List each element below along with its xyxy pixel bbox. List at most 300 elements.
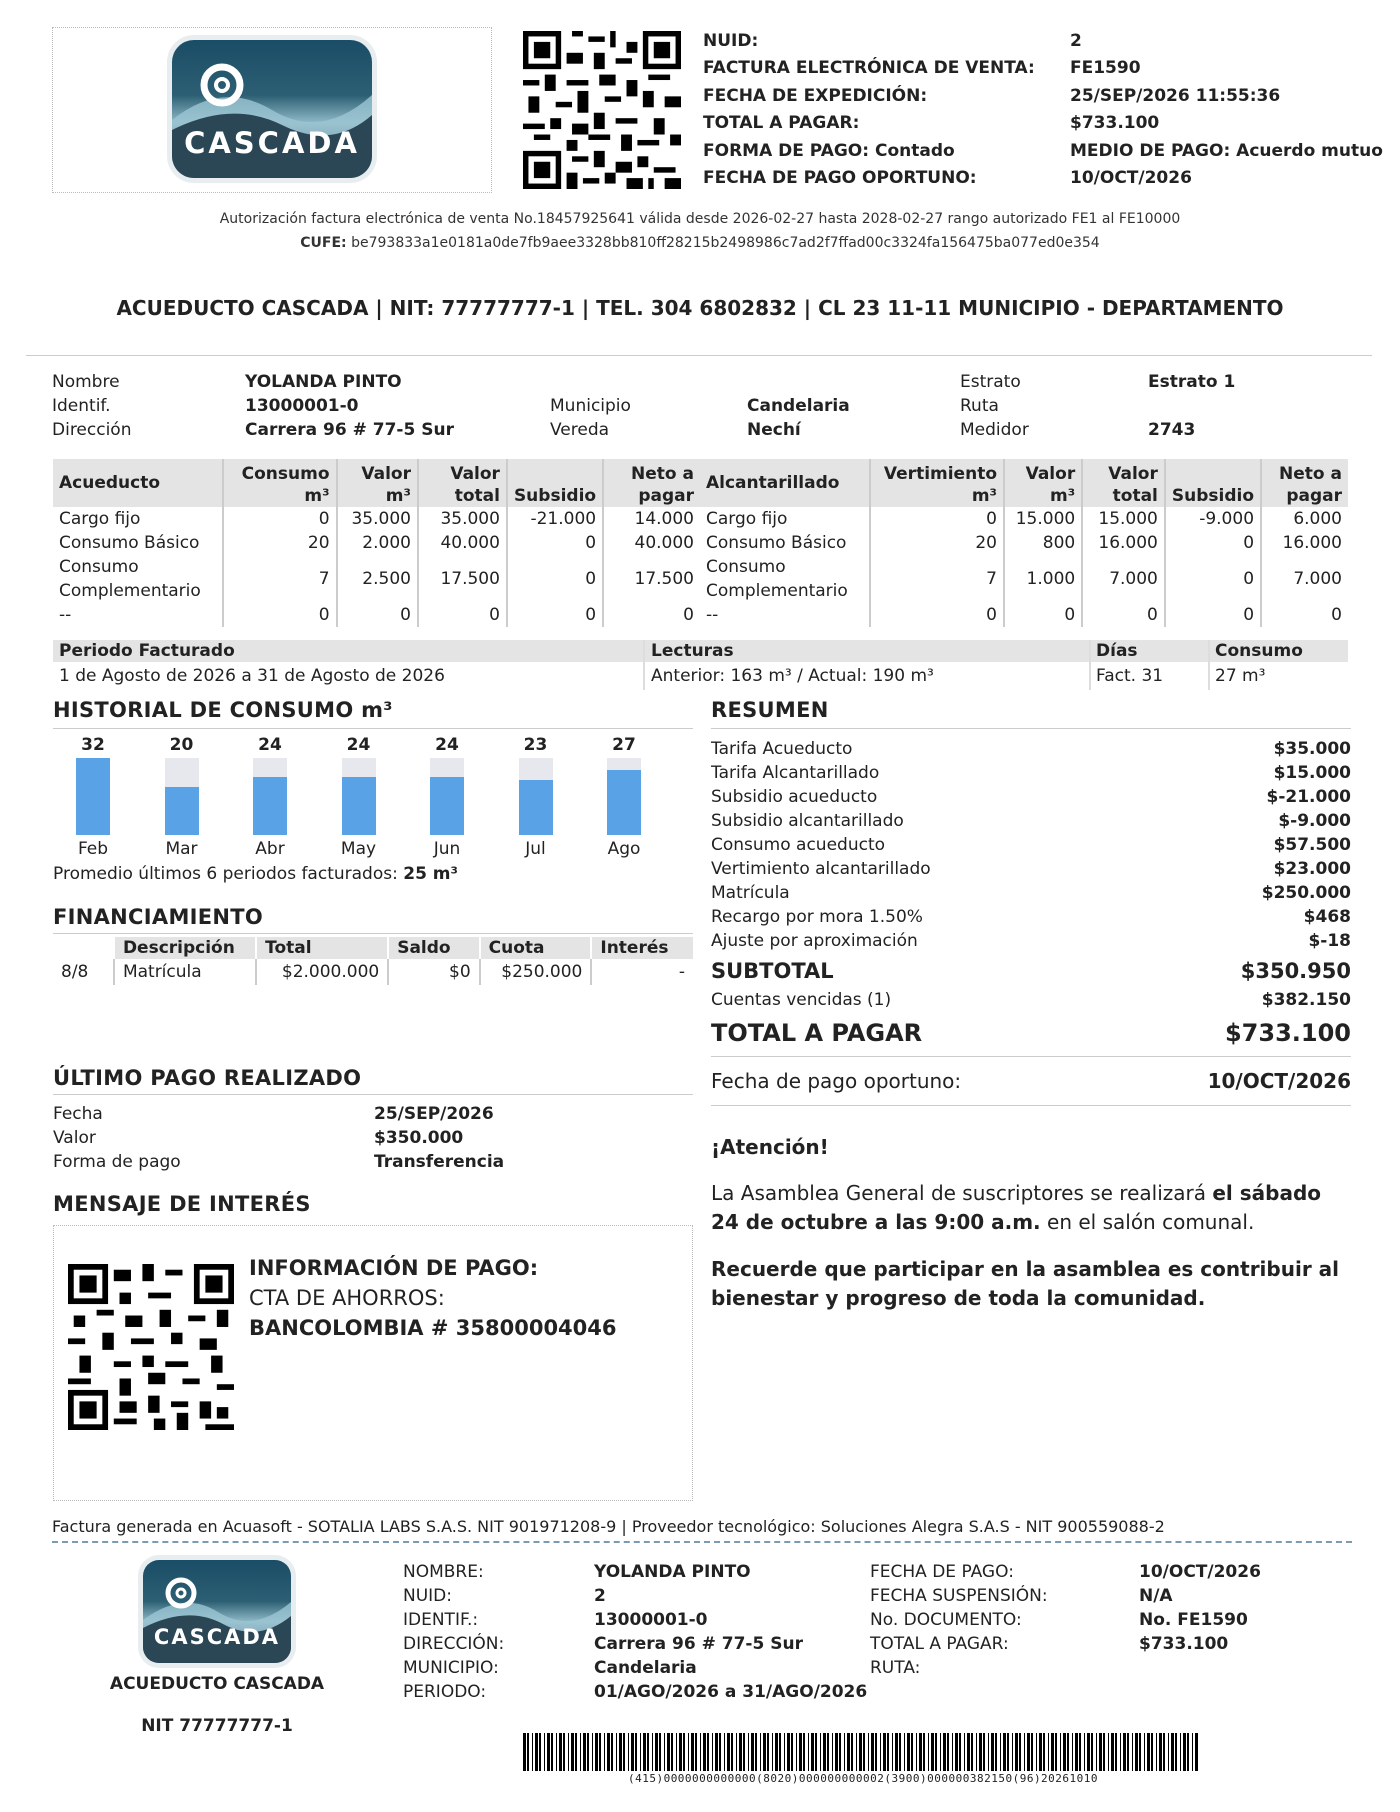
bar-track — [342, 758, 376, 835]
barcode-bar — [899, 1733, 901, 1771]
barcode-bar — [823, 1733, 826, 1771]
barcode-bar — [707, 1733, 709, 1771]
barcode-bar — [667, 1733, 670, 1771]
stub-field-value: 13000001-0 — [594, 1610, 708, 1630]
barcode-bar — [1079, 1733, 1081, 1771]
stub-field-label: NUID: — [403, 1586, 452, 1606]
resumen-label: Tarifa Alcantarillado — [711, 763, 880, 783]
periodo-value: 1 de Agosto de 2026 a 31 de Agosto de 2026 — [59, 666, 445, 686]
header-value: MEDIO DE PAGO: Acuerdo mutuo — [1070, 140, 1383, 161]
table-cell: 0 — [223, 507, 337, 531]
invoice-header-table — [703, 27, 1383, 192]
table-cell: 7 — [870, 555, 1004, 603]
stub-field-label: TOTAL A PAGAR: — [870, 1634, 1009, 1654]
barcode-bar — [976, 1733, 977, 1771]
barcode-bar — [875, 1733, 877, 1771]
pago-forma-value: Transferencia — [374, 1152, 505, 1172]
periodo-label: Periodo Facturado — [59, 641, 235, 661]
table-cell: 0 — [507, 531, 603, 555]
table-cell: -- — [53, 603, 223, 627]
barcode-bar — [556, 1733, 557, 1771]
resumen-row — [711, 809, 1351, 833]
header-divider — [26, 355, 1372, 356]
barcode-bar — [991, 1733, 994, 1771]
resumen-row — [711, 905, 1351, 929]
barcode-bar — [856, 1733, 857, 1771]
barcode-bar — [532, 1733, 533, 1771]
barcode-bar — [703, 1733, 706, 1771]
bar-value-label: 32 — [81, 735, 105, 755]
stub-field-value: YOLANDA PINTO — [594, 1562, 751, 1582]
header-key: FECHA DE EXPEDICIÓN: — [703, 85, 928, 106]
header-row — [703, 27, 1383, 55]
barcode-bar — [712, 1733, 713, 1771]
resumen-value: $57.500 — [1273, 835, 1351, 855]
nombre-label: Nombre — [52, 372, 120, 392]
barcode-bar — [695, 1733, 697, 1771]
table-cell: 16.000 — [1082, 531, 1165, 555]
consumo-label: Consumo — [1215, 641, 1303, 661]
barcode-bar — [1063, 1733, 1066, 1771]
table-cell: 17.500 — [418, 555, 507, 603]
barcode-bar — [1171, 1733, 1174, 1771]
barcode-bar — [1168, 1733, 1169, 1771]
resumen-value: $-21.000 — [1266, 787, 1351, 807]
total-value: $733.100 — [1224, 1019, 1351, 1047]
payment-qr-icon — [68, 1264, 234, 1430]
table-header-row — [53, 937, 693, 959]
resumen-value: $35.000 — [1273, 739, 1351, 759]
subtotal-label: SUBTOTAL — [711, 959, 834, 983]
barcode-bar — [1120, 1733, 1121, 1771]
barcode-bar — [1007, 1733, 1009, 1771]
barcode-bar — [683, 1733, 685, 1771]
stub-field-value: N/A — [1139, 1586, 1173, 1606]
barcode-bar — [739, 1733, 742, 1771]
barcode-bar — [1075, 1733, 1078, 1771]
barcode-bar — [568, 1733, 569, 1771]
atencion-p1a: La Asamblea General de suscriptores se realizará — [711, 1181, 1213, 1205]
consumo-value: 27 m³ — [1215, 666, 1266, 686]
bar-category-label: Mar — [165, 839, 198, 859]
barcode-bar — [751, 1733, 754, 1771]
barcode-bar — [1156, 1733, 1157, 1771]
cufe-line — [0, 235, 1400, 251]
table-cell: 16.000 — [1282, 533, 1342, 553]
bar-category-label: Jun — [433, 839, 461, 859]
resumen-label: Matrícula — [711, 883, 790, 903]
table-cell: Cargo fijo — [53, 507, 223, 531]
barcode-bar — [779, 1733, 781, 1771]
stub-company-nit: NIT 77777777-1 — [141, 1716, 293, 1736]
column-header: Saldo — [388, 937, 479, 959]
barcode-bar — [911, 1733, 913, 1771]
financiamiento-rule — [53, 933, 693, 934]
barcode-bar — [1135, 1733, 1138, 1771]
barcode-bar — [767, 1733, 769, 1771]
barcode-bar — [835, 1733, 838, 1771]
bar-track — [76, 758, 110, 835]
column-header: Vertimiento m³ — [870, 459, 1004, 507]
municipio-label: Municipio — [550, 396, 631, 416]
barcode-bar — [811, 1733, 814, 1771]
pago-valor-label: Valor — [53, 1128, 96, 1148]
table-header-row — [53, 459, 700, 507]
barcode-bar — [731, 1733, 733, 1771]
barcode-bar — [1024, 1733, 1025, 1771]
stub-field-value: 10/OCT/2026 — [1139, 1562, 1261, 1582]
stub-field-label: FECHA DE PAGO: — [870, 1562, 1014, 1582]
barcode-bar — [796, 1733, 797, 1771]
barcode-bar — [595, 1733, 598, 1771]
column-header: Cuota — [480, 937, 592, 959]
table-cell: 0 — [1165, 531, 1261, 555]
oportuno-rule — [711, 1105, 1351, 1106]
resumen-label: Ajuste por aproximación — [711, 931, 918, 951]
ultimo-pago-title: ÚLTIMO PAGO REALIZADO — [53, 1066, 362, 1090]
bar — [519, 780, 553, 835]
barcode-bar — [955, 1733, 958, 1771]
barcode-bar — [931, 1733, 934, 1771]
historial-rule — [53, 728, 693, 729]
barcode-bar — [1060, 1733, 1061, 1771]
table-cell: 40.000 — [418, 531, 507, 555]
historial-title: HISTORIAL DE CONSUMO m³ — [53, 698, 393, 722]
barcode-bar — [1111, 1733, 1114, 1771]
column-header: Valor total — [418, 459, 507, 507]
identif-value: 13000001-0 — [245, 396, 359, 416]
resumen-value: $250.000 — [1261, 883, 1351, 903]
estrato-label: Estrato — [960, 372, 1021, 392]
generated-line: Factura generada en Acuasoft - SOTALIA LABS S.A.S. NIT 901971208-9 | Proveedor tecnológico: Soluciones Alegra S.A.S - NIT 900559088-2 — [52, 1517, 1165, 1536]
barcode-bar — [1031, 1733, 1033, 1771]
column-header: Valor m³ — [1004, 459, 1082, 507]
atencion-p1 — [711, 1179, 1351, 1237]
subtotal-row — [711, 957, 1351, 985]
table-cell: -- — [700, 603, 870, 627]
header-row — [703, 137, 1383, 165]
barcode-bar — [539, 1733, 541, 1771]
cut-line — [52, 1541, 1352, 1543]
table-row — [700, 603, 1348, 627]
table-cell: 0 — [507, 555, 603, 603]
barcode-bar — [1027, 1733, 1030, 1771]
acueducto-table — [53, 459, 700, 627]
table-cell: 20 — [870, 531, 1004, 555]
period-sep-1 — [643, 640, 645, 690]
bar-category-label: Ago — [607, 839, 641, 859]
bar-value-label: 24 — [346, 735, 371, 755]
medidor-label: Medidor — [960, 420, 1029, 440]
barcode-bar — [592, 1733, 593, 1771]
stub-field-label: PERIODO: — [403, 1682, 487, 1702]
barcode-bar — [1159, 1733, 1162, 1771]
barcode-bar — [1012, 1733, 1013, 1771]
barcode-bar — [967, 1733, 970, 1771]
table-cell: 0 — [418, 603, 507, 627]
barcode-bar — [559, 1733, 562, 1771]
barcode-bar — [820, 1733, 821, 1771]
bar-value-label: 24 — [258, 735, 282, 755]
barcode-bar — [1127, 1733, 1129, 1771]
vereda-label: Vereda — [550, 420, 610, 440]
barcode-bar — [748, 1733, 749, 1771]
barcode-bar — [995, 1733, 997, 1771]
barcode-bar — [551, 1733, 553, 1771]
barcode-bar — [743, 1733, 745, 1771]
barcode-bar — [868, 1733, 869, 1771]
resumen-value: $15.000 — [1273, 763, 1351, 783]
table-row — [53, 531, 700, 555]
ruta-label: Ruta — [960, 396, 999, 416]
barcode-bar — [847, 1733, 850, 1771]
header-value: $733.100 — [1070, 113, 1160, 134]
barcode-bar — [580, 1733, 581, 1771]
column-header: Interés — [591, 937, 693, 959]
bar-value-label: 20 — [169, 735, 194, 755]
resumen-row — [711, 857, 1351, 881]
table-cell: 7 — [223, 555, 337, 603]
cufe-value: be793833a1e0181a0de7fb9aee3328bb810ff28215b2498986c7ad2f7ffad00c3324fa156475ba077ed0e354 — [351, 235, 1100, 251]
table-cell: 0 — [337, 603, 418, 627]
barcode-bar — [623, 1733, 625, 1771]
ultimo-pago-rule — [53, 1094, 693, 1095]
barcode-bar — [664, 1733, 665, 1771]
bar — [430, 777, 464, 835]
resumen-rule — [711, 728, 1351, 729]
vereda-value: Nechí — [747, 420, 801, 440]
table-cell: 0 — [1082, 603, 1165, 627]
barcode-bar — [1096, 1733, 1097, 1771]
barcode-bar — [979, 1733, 982, 1771]
resumen-row — [711, 881, 1351, 905]
bar — [165, 787, 199, 835]
header-key: TOTAL A PAGAR: — [703, 113, 860, 134]
table-cell: - — [678, 962, 685, 982]
barcode-bar — [575, 1733, 577, 1771]
stub-field-value: No. FE1590 — [1139, 1610, 1248, 1630]
barcode-bar — [1192, 1733, 1193, 1771]
barcode-bar — [772, 1733, 773, 1771]
resumen-value: $468 — [1303, 907, 1351, 927]
barcode-bar — [544, 1733, 545, 1771]
barcode-bar — [1084, 1733, 1085, 1771]
table-row — [53, 603, 700, 627]
header-row — [703, 110, 1383, 138]
header-key: FACTURA ELECTRÓNICA DE VENTA: — [703, 58, 1035, 79]
barcode-bar — [563, 1733, 565, 1771]
table-cell: -21.000 — [507, 507, 603, 531]
header-value: 10/OCT/2026 — [1070, 168, 1192, 189]
barcode-bar — [883, 1733, 886, 1771]
stub-company-name: ACUEDUCTO CASCADA — [109, 1674, 325, 1694]
barcode-bar — [1163, 1733, 1165, 1771]
barcode-bar — [947, 1733, 949, 1771]
barcode-bar — [892, 1733, 893, 1771]
promedio-value: 25 m³ — [403, 864, 458, 884]
historial-chart — [53, 735, 693, 865]
barcode-bar — [1072, 1733, 1073, 1771]
barcode-bar — [1015, 1733, 1018, 1771]
bar-value-label: 27 — [612, 735, 636, 755]
barcode-bar — [607, 1733, 610, 1771]
table-cell: Cargo fijo — [700, 507, 870, 531]
barcode-bar — [1183, 1733, 1186, 1771]
resumen-row — [711, 929, 1351, 953]
barcode-bar — [863, 1733, 865, 1771]
header-value: FE1590 — [1070, 58, 1141, 79]
barcode-bar — [832, 1733, 833, 1771]
stub-field-value: Carrera 96 # 77-5 Sur — [594, 1634, 803, 1654]
estrato-value: Estrato 1 — [1148, 372, 1236, 392]
bar-track — [607, 758, 641, 835]
barcode-bar — [895, 1733, 898, 1771]
barcode-bar — [791, 1733, 793, 1771]
table-row — [700, 555, 1348, 603]
barcode-bar — [647, 1733, 649, 1771]
table-cell: 7.000 — [1293, 569, 1342, 589]
resumen-value: $-18 — [1308, 931, 1351, 951]
table-cell: 14.000 — [634, 509, 694, 529]
barcode-bar — [943, 1733, 946, 1771]
resumen-row — [711, 737, 1351, 761]
stub-field-label: No. DOCUMENTO: — [870, 1610, 1022, 1630]
financiamiento-table — [53, 937, 693, 985]
barcode-bar — [928, 1733, 929, 1771]
mensaje-line3: BANCOLOMBIA # 35800004046 — [249, 1316, 617, 1340]
table-cell: 2.500 — [337, 555, 418, 603]
barcode-bar — [1123, 1733, 1126, 1771]
cascada-logo — [172, 40, 372, 178]
subtotal-value: $350.950 — [1240, 959, 1351, 983]
stub-field-label: IDENTIF.: — [403, 1610, 479, 1630]
resumen-label: Consumo acueducto — [711, 835, 886, 855]
mensaje-line1: INFORMACIÓN DE PAGO: — [249, 1256, 539, 1280]
bar-value-label: 23 — [523, 735, 548, 755]
barcode-bar — [859, 1733, 862, 1771]
table-row — [53, 555, 700, 603]
oportuno-row — [711, 1066, 1351, 1096]
barcode-bar — [655, 1733, 658, 1771]
bar-track — [253, 758, 287, 835]
lecturas-label: Lecturas — [651, 641, 734, 661]
bar-category-label: Feb — [77, 839, 109, 859]
barcode-bar — [959, 1733, 961, 1771]
table-cell: Consumo Básico — [53, 531, 223, 555]
column-header: Acueducto — [53, 459, 223, 507]
financiamiento-title: FINANCIAMIENTO — [53, 905, 264, 929]
pago-forma-label: Forma de pago — [53, 1152, 181, 1172]
barcode-bar — [763, 1733, 766, 1771]
barcode-bar — [1003, 1733, 1006, 1771]
barcode-bar — [1195, 1733, 1198, 1771]
column-header: Valor total — [1082, 459, 1165, 507]
barcode-bar — [631, 1733, 634, 1771]
qr-code-icon — [523, 31, 681, 189]
promedio-label: Promedio últimos 6 periodos facturados: — [53, 864, 398, 884]
barcode-bar — [679, 1733, 682, 1771]
barcode-bar — [916, 1733, 917, 1771]
header-value: 25/SEP/2026 11:55:36 — [1070, 85, 1281, 106]
barcode-bar — [940, 1733, 941, 1771]
table-cell: 15.000 — [1004, 507, 1082, 531]
stub-field-value: Candelaria — [594, 1658, 697, 1678]
table-cell: 35.000 — [337, 507, 418, 531]
barcode-bar — [1039, 1733, 1042, 1771]
barcode-bar — [952, 1733, 953, 1771]
barcode-bar — [808, 1733, 809, 1771]
barcode-bar — [1180, 1733, 1181, 1771]
column-header: Total — [256, 937, 388, 959]
atencion-p1c: en el salón comunal. — [1040, 1210, 1255, 1234]
barcode-bar — [988, 1733, 989, 1771]
header-row — [703, 165, 1383, 193]
table-cell: 20 — [223, 531, 337, 555]
barcode-bar — [983, 1733, 985, 1771]
stub-field-value: 2 — [594, 1586, 606, 1606]
barcode-bar — [1067, 1733, 1069, 1771]
barcode-bar — [700, 1733, 701, 1771]
resumen-title: RESUMEN — [711, 698, 829, 722]
column-header: Subsidio — [507, 459, 603, 507]
table-cell: 0 — [870, 507, 1004, 531]
barcode-bar — [691, 1733, 694, 1771]
resumen-row — [711, 761, 1351, 785]
resumen-value: $-9.000 — [1278, 811, 1351, 831]
bar-value-label: 24 — [435, 735, 459, 755]
barcode-bar — [1151, 1733, 1153, 1771]
barcode-bar — [775, 1733, 778, 1771]
vencidas-value: $382.150 — [1261, 990, 1351, 1010]
barcode-bar — [611, 1733, 613, 1771]
table-cell: 0 — [507, 603, 603, 627]
barcode-text: (415)0000000000000(8020)000000000002(3900)000000382150(96)20261010 — [627, 1772, 1099, 1785]
dias-value: Fact. 31 — [1096, 666, 1164, 686]
table-cell: Consumo Complementario — [53, 555, 223, 603]
table-cell: Consumo Complementario — [700, 555, 870, 603]
column-header: Descripción — [114, 937, 256, 959]
barcode-bar — [719, 1733, 721, 1771]
barcode-bar — [635, 1733, 637, 1771]
barcode-bar — [1132, 1733, 1133, 1771]
bar-track — [430, 758, 464, 835]
table-cell: 7.000 — [1082, 555, 1165, 603]
barcode-bar — [1055, 1733, 1057, 1771]
cufe-label: CUFE: — [300, 235, 347, 251]
barcode-bar — [871, 1733, 874, 1771]
barcode-bar — [787, 1733, 790, 1771]
barcode-bar — [715, 1733, 718, 1771]
barcode-bar — [1051, 1733, 1054, 1771]
resumen-row — [711, 833, 1351, 857]
barcode-bar — [1139, 1733, 1141, 1771]
column-header — [53, 937, 114, 959]
table-cell: 0 — [223, 603, 337, 627]
barcode-bar — [659, 1733, 661, 1771]
barcode-bar — [1115, 1733, 1117, 1771]
barcode-bar — [628, 1733, 629, 1771]
table-cell: 1.000 — [1004, 555, 1082, 603]
table-cell: 0 — [1331, 605, 1342, 625]
barcode-bar — [880, 1733, 881, 1771]
bar-track — [519, 758, 553, 835]
logo-word: CASCADA — [184, 126, 360, 160]
resumen-label: Recargo por mora 1.50% — [711, 907, 923, 927]
municipio-value: Candelaria — [747, 396, 850, 416]
barcode-bar — [583, 1733, 586, 1771]
period-sep-2 — [1089, 640, 1091, 690]
barcode-bar — [619, 1733, 622, 1771]
